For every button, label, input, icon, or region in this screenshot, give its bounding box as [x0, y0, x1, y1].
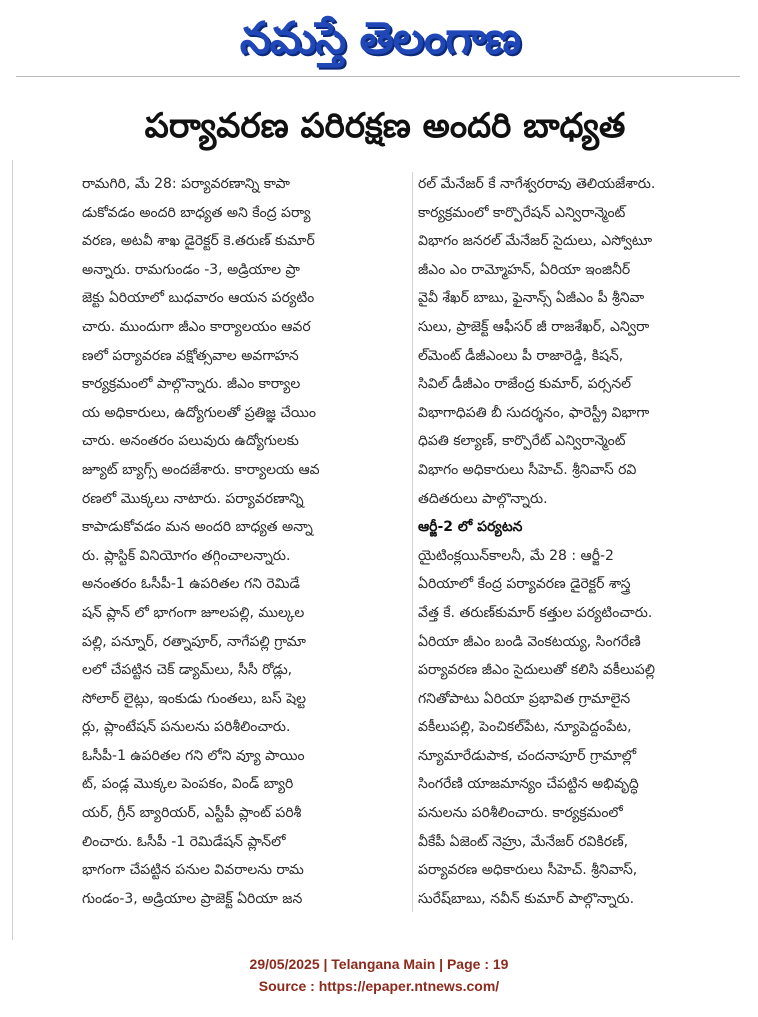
text-line: గనితోపాటు ఏరియా ప్రభావిత గ్రామాలైన [418, 690, 631, 707]
text-line: వైవీ శేఖర్ బాబు, ఫైనాన్స్ ఏజీఎం పీ శ్రీనివా [418, 290, 645, 307]
text-line: చారు. ముందుగా జీఎం కార్యాలయం ఆవర [82, 318, 311, 335]
text-line: కార్యక్రమంలో పాల్గొన్నారు. జీఎం కార్యాల [82, 376, 301, 393]
text-line: ఓసీపీ-1 ఉపరితల గని లోని వ్యూ పాయిం [82, 747, 305, 764]
text-line: చారు. అనంతరం పలువురు ఉద్యోగులకు [82, 433, 299, 450]
text-line: జెక్టు ఏరియాలో బుధవారం ఆయన పర్యటిం [82, 290, 315, 307]
page-edge-rule [12, 160, 13, 940]
text-line: గుండం-3, అడ్రియాల ప్రాజెక్ట్ ఏరియా జన [82, 890, 303, 907]
footer-date-edition: 29/05/2025 | Telangana Main | Page : 19 [249, 956, 509, 972]
text-line: కాపాడుకోవడం మన అందరి బాధ్యత అన్నా [82, 519, 313, 536]
masthead-logo [184, 8, 576, 70]
article-column-left [82, 170, 408, 913]
text-line: రామగిరి, మే 28: పర్యావరణాన్ని కాపా [82, 176, 290, 192]
text-line: జీఎం ఎం రామ్మోహన్, ఏరియా ఇంజినీర్ [418, 261, 631, 278]
text-line: జ్యూట్ బ్యాగ్స్ అందజేశారు. కార్యాలయ ఆవ [82, 461, 320, 478]
text-line: తదితరులు పాల్గొన్నారు. [418, 490, 548, 507]
article-section-rg2 [418, 542, 720, 914]
article-column-right [418, 170, 720, 913]
text-line: ర్లు, ప్లాంటేషన్ పనులను పరిశీలించారు. [82, 719, 291, 736]
text-line: పర్యావరణ అధికారులు సీహెచ్. శ్రీనివాస్, [418, 862, 638, 879]
text-line: యర్, గ్రీన్ బ్యారియర్, ఎస్టీపీ ప్లాంట్ పరిశీ [82, 805, 302, 822]
text-line: ధిపతి కల్యాణ్, కార్పొరేట్ ఎన్విరాన్మెంట్ [418, 433, 626, 450]
text-line: అనంతరం ఓసీపీ-1 ఉపరితల గని రెమిడే [82, 576, 300, 593]
text-line: పల్లి, పన్నూర్, రత్నాపూర్, నాగేపల్లి గ్రామా [82, 633, 306, 650]
column-divider [412, 172, 413, 912]
masthead-title: నమస్తే తెలంగాణ [239, 13, 521, 64]
text-line: డుకోవడం అందరి బాధ్యత అని కేంద్ర పర్యా [82, 204, 311, 221]
article-headline: పర్యావరణ పరిరక్షణ అందరి బాధ్యత [144, 106, 626, 146]
text-line: వేత్త కే. తరుణ్‌కుమార్ కత్తుల పర్యటించారు. [418, 604, 653, 621]
text-line: లించారు. ఓసీపీ -1 రెమిడేషన్ ప్లాన్‌లో [82, 833, 286, 850]
footer-source: Source : https://epaper.ntnews.com/ [258, 978, 500, 994]
text-line: వకీలుపల్లి, పెంచికల్‌పేట, న్యూపెద్దంపేట, [418, 719, 632, 736]
text-line: రణలో మొక్కలు నాటారు. పర్యావరణాన్ని [82, 490, 304, 507]
text-line: ణలో పర్యావరణ వక్షోత్సవాల అవగాహన [82, 347, 299, 364]
text-line: విభాగం అధికారులు సీహెచ్. శ్రీనివాస్ రవి [418, 461, 637, 478]
text-line: పర్యావరణ జీఎం సైదులుతో కలిసి వకీలుపల్లి [418, 662, 656, 679]
text-line: న్యూమారేడుపాక, చందనాపూర్ గ్రామాల్లో [418, 747, 637, 764]
text-line: యైటింక్లయిన్‌కాలనీ, మే 28 : ఆర్జీ-2 [418, 547, 614, 564]
section-subheading: ఆర్జీ-2 లో పర్యటన [418, 519, 523, 536]
text-line: సులు, ప్రాజెక్ట్ ఆఫీసర్ జీ రాజశేఖర్, ఎన్విరా [418, 318, 650, 335]
text-line: సింగరేణి యాజమాన్యం చేపట్టిన అభివృద్ధి [418, 776, 639, 793]
article-continuation [418, 170, 720, 513]
text-line: రల్ మేనేజర్ కే నాగేశ్వరరావు తెలియజేశారు. [418, 176, 656, 192]
text-line: సురేష్‌బాబు, నవీన్ కుమార్ పాల్గొన్నారు. [418, 890, 635, 907]
text-line: ల్‌మెంట్ డీజీఎంలు పీ రాజారెడ్డి, కిషన్, [418, 347, 624, 364]
text-line: అన్నారు. రామగుండం -3, అడ్రియాల ప్రా [82, 261, 300, 278]
text-line: సోలార్ లైట్లు, ఇంకుడు గుంతలు, బస్ షెల్ట [82, 690, 307, 707]
masthead-divider [16, 76, 740, 77]
text-line: వరణ, అటవీ శాఖ డైరెక్టర్ కె.తరుణ్ కుమార్ [82, 233, 315, 250]
text-line: వీకేపీ ఏజెంట్ నెహ్రు, మేనేజర్ రవికిరణ్, [418, 833, 629, 850]
text-line: సివిల్ డీజీఎం రాజేంద్ర కుమార్, పర్సనల్ [418, 376, 632, 393]
text-line: విభాగం జనరల్ మేనేజర్ సైదులు, ఎస్వోటూ [418, 233, 653, 250]
text-line: రు. ప్లాస్టిక్ వినియోగం తగ్గించాలన్నారు. [82, 547, 291, 564]
text-line: పనులను పరిశీలించారు. కార్యక్రమంలో [418, 805, 623, 822]
text-line: కార్యక్రమంలో కార్పొరేషన్ ఎన్విరాన్మెంట్ [418, 204, 626, 221]
text-line: షన్ ప్లాన్ లో భాగంగా జూలపల్లి, ముల్కల [82, 604, 305, 621]
text-line: య అధికారులు, ఉద్యోగులతో ప్రతిజ్ఞ చేయిం [82, 404, 317, 421]
text-line: ట్, పండ్ల మొక్కల పెంపకం, విండ్ బ్యారి [82, 776, 294, 793]
text-line: ఏరియాలో కేంద్ర పర్యావరణ డైరెక్టర్ శాస్త్ర [418, 576, 631, 593]
text-line: ఏరియా జీఎం బండి వెంకటయ్య, సింగరేణి [418, 633, 641, 650]
text-line: విభాగాధిపతి బీ సుదర్శనం, ఫారెస్ట్రీ విభాగా [418, 404, 650, 421]
text-line: భాగంగా చేపట్టిన పనుల వివరాలను రామ [82, 862, 304, 879]
text-line: లలో చేపట్టిన చెక్ డ్యామ్‌లు, సీసీ రోడ్లు, [82, 662, 293, 679]
